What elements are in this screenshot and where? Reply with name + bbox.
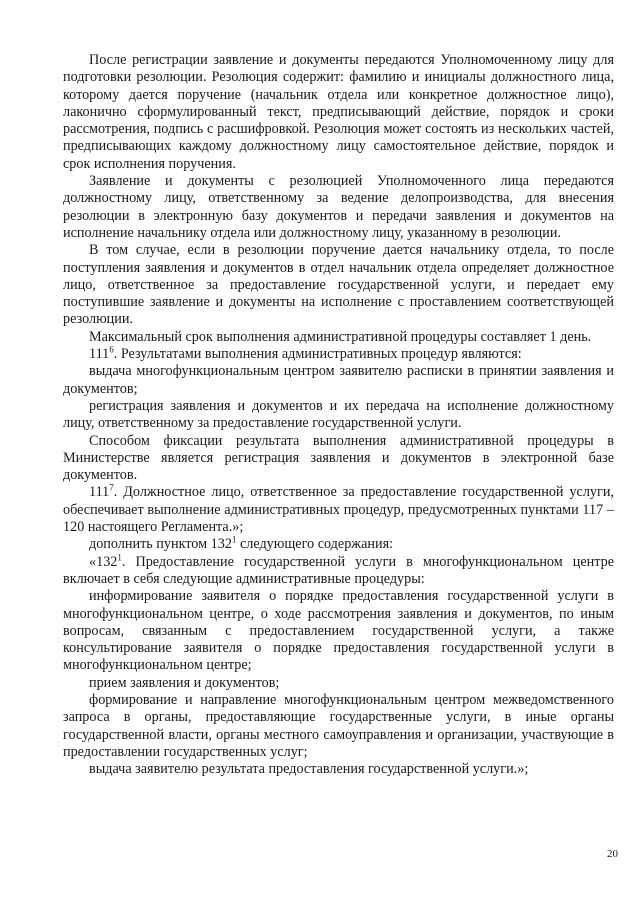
- clause-superscript: 1: [117, 551, 122, 562]
- paragraph-fixation: Способом фиксации результата выполнения административной процедуры в Министерстве является регистрация заявления и документов в электронной базе документов.: [63, 432, 614, 484]
- clause-superscript: 7: [109, 482, 114, 493]
- paragraph-department-head: В том случае, если в резолюции поручение дается начальнику отдела, то после поступления заявления и документов в отдел начальник отдела определяет должностное лицо, ответственное за предоставление государственной услуги, и передает ему поступившие заявление и документы на исполнение с проставлением соответствующей резолюции.: [63, 242, 614, 328]
- document-body: [63, 52, 614, 778]
- amendment-superscript: 1: [231, 534, 237, 545]
- paragraph-resolution: После регистрации заявление и документы передаются Уполномоченному лицу для подготовки резолюции. Резолюция содержит: фамилию и инициалы должностного лица, которому дается поручение (начальник отдела или конкретное должностное лицо), лаконично сформулированный текст, предписывающий действие, порядок и сроки рассмотрения, подпись с расшифровкой. Резолюция может состоять из нескольких частей, предписывающих каждому должностному лицу самостоятельное действие, порядок и срок исполнения поручения.: [63, 52, 614, 172]
- clause-text: . Результатами выполнения административных процедур являются:: [113, 346, 522, 363]
- clause-132-1: [63, 551, 614, 589]
- clause-superscript: 6: [109, 344, 114, 355]
- amendment-text: дополнить пунктом 132: [89, 536, 232, 553]
- paragraph-max-term: Максимальный срок выполнения административной процедуры составляет 1 день.: [89, 328, 592, 345]
- paragraph-transfer: Заявление и документы с резолюцией Уполномоченного лица передаются должностному лицу, ответственному за ведение делопроизводства, для внесения резолюции в электронную базу документов и передачи заявления и документов на исполнение начальнику отдела или должностному лицу, указанному в резолюции.: [63, 173, 614, 241]
- clause-text: . Предоставление государственной услуги в многофункциональном центре включает в себя следующие административные процедуры:: [63, 553, 614, 587]
- clause-number: «132: [89, 553, 118, 570]
- list-item: формирование и направление многофункциональным центром межведомственного запроса в органы, предоставляющие государственные услуги, в иные органы государственной власти, органы местного самоуправления и организации, участвующие в предоставлении государственных услуг;: [63, 691, 614, 760]
- clause-111-7: [63, 484, 614, 536]
- list-item: выдача многофункциональным центром заявителю расписки в принятии заявления и документов;: [63, 363, 614, 397]
- list-item: регистрация заявления и документов и их передача на исполнение должностному лицу, ответственному за предоставление государственной услуги.: [63, 397, 614, 432]
- list-item: прием заявления и документов;: [89, 674, 280, 691]
- list-item: выдача заявителю результата предоставления государственной услуги.»;: [89, 761, 529, 778]
- clause-text: . Должностное лицо, ответственное за предоставление государственной услуги, обеспечивает выполнение административных процедур, предусмотренных пунктами 117 – 120 настоящего Регламента.»;: [63, 484, 614, 536]
- amendment-instruction: [63, 536, 614, 553]
- list-item: информирование заявителя о порядке предоставления государственной услуги в многофункциональном центре, о ходе рассмотрения заявления и документов, по иным вопросам, связанным с предоставлением государственной услуги, а также консультирование заявителя о порядке предоставления государственной услуги в многофункциональном центре;: [63, 588, 614, 674]
- page-number: 20: [607, 848, 618, 860]
- clause-number: 111: [89, 346, 110, 363]
- clause-number: 111: [89, 484, 110, 501]
- amendment-text-end: следующего содержания:: [236, 536, 394, 553]
- clause-111-6: [63, 346, 614, 363]
